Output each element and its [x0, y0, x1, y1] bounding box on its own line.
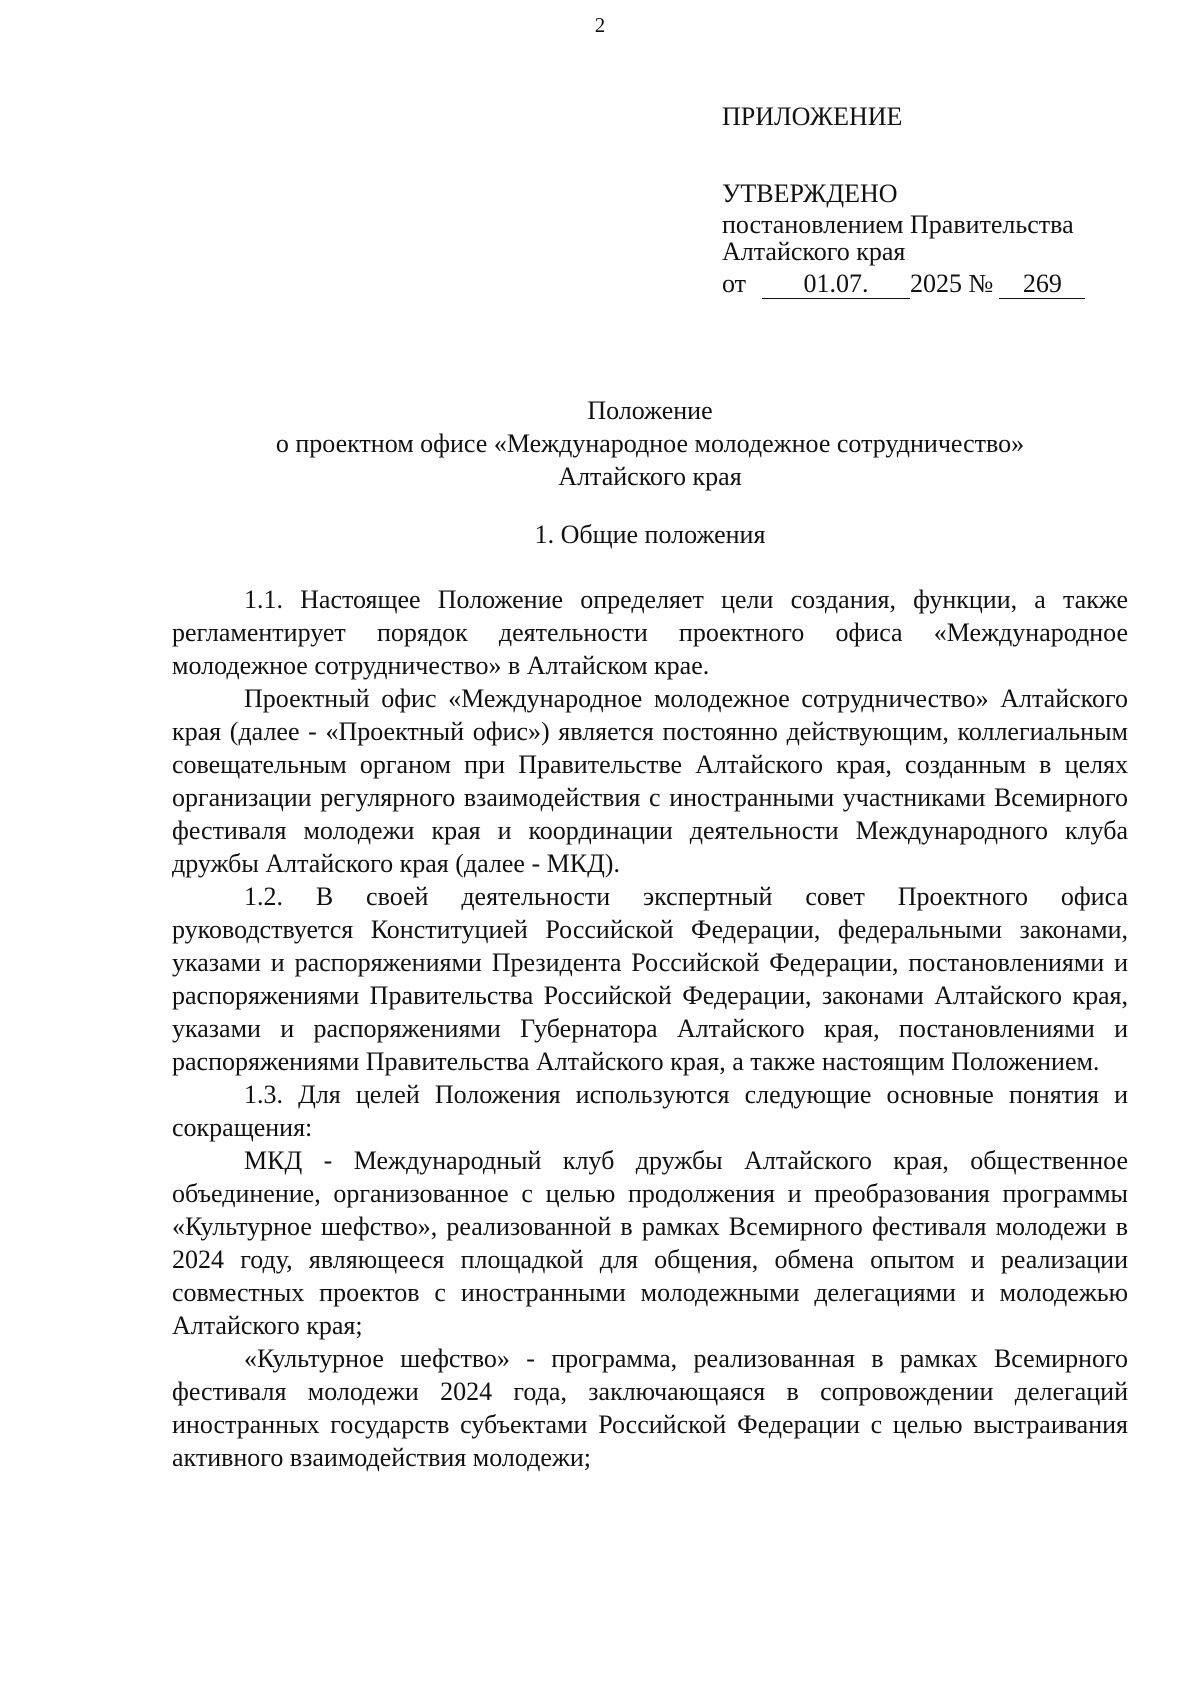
approval-block: [722, 100, 1162, 301]
approval-line-2: Алтайского края: [722, 237, 906, 266]
paragraph-1-1: 1.1. Настоящее Положение определяет цели создания, функции, а также регламентирует порядок деятельности проектного офиса «Международное молодежное сотрудничество» в Алтайском крае.: [172, 585, 1128, 680]
approval-year: 2025 №: [910, 269, 994, 298]
title-line-1: Положение: [587, 396, 713, 425]
page-number: 2: [594, 13, 606, 37]
approval-line-1: постановлением Правительства: [722, 210, 1074, 239]
paragraph-office-definition: Проектный офис «Международное молодежное сотрудничество» Алтайского края (далее - «Проектный офис») является постоянно действующим, коллегиальным совещательным органом при Правительстве Алтайского края, созданным в целях организации регулярного взаимодействия с иностранными участниками Всемирного фестиваля молодежи края и координации деятельности Международного клуба дружбы Алтайского края (далее - МКД).: [172, 684, 1128, 878]
from-label: от: [722, 269, 747, 298]
body-text: [172, 583, 1128, 1474]
section-heading: 1. Общие положения: [534, 520, 766, 549]
paragraph-1-3: 1.3. Для целей Положения используются следующие основные понятия и сокращения:: [172, 1080, 1128, 1142]
approval-date: 01.07.: [762, 270, 910, 299]
approval-date-line: [722, 267, 1162, 301]
document-title: [140, 394, 1160, 493]
paragraph-1-2: 1.2. В своей деятельности экспертный совет Проектного офиса руководствуется Конституцией Российской Федерации, федеральными законами, указами и распоряжениями Президента Российской Федерации, постановлениями и распоряжениями Правительства Российской Федерации, законами Алтайского края, указами и распоряжениями Губернатора Алтайского края, постановлениями и распоряжениями Правительства Алтайского края, а также настоящим Положением.: [172, 882, 1128, 1076]
appendix-label: ПРИЛОЖЕНИЕ: [722, 102, 903, 131]
approval-number: 269: [999, 270, 1085, 299]
approved-label: УТВЕРЖДЕНО: [722, 179, 898, 208]
paragraph-cultural-patronage: «Культурное шефство» - программа, реализованная в рамках Всемирного фестиваля молодежи 2024 года, заключающаяся в сопровождении делегаций иностранных государств субъектами Российской Федерации с целью выстраивания активного взаимодействия молодежи;: [172, 1344, 1128, 1472]
title-line-2: о проектном офисе «Международное молодежное сотрудничество»: [275, 429, 1025, 458]
paragraph-mkd-definition: МКД - Международный клуб дружбы Алтайского края, общественное объединение, организованное с целью продолжения и преобразования программы «Культурное шефство», реализованной в рамках Всемирного фестиваля молодежи в 2024 году, являющееся площадкой для общения, обмена опытом и реализации совместных проектов с иностранными молодежными делегациями и молодежью Алтайского края;: [172, 1146, 1128, 1340]
title-line-3: Алтайского края: [558, 462, 742, 491]
